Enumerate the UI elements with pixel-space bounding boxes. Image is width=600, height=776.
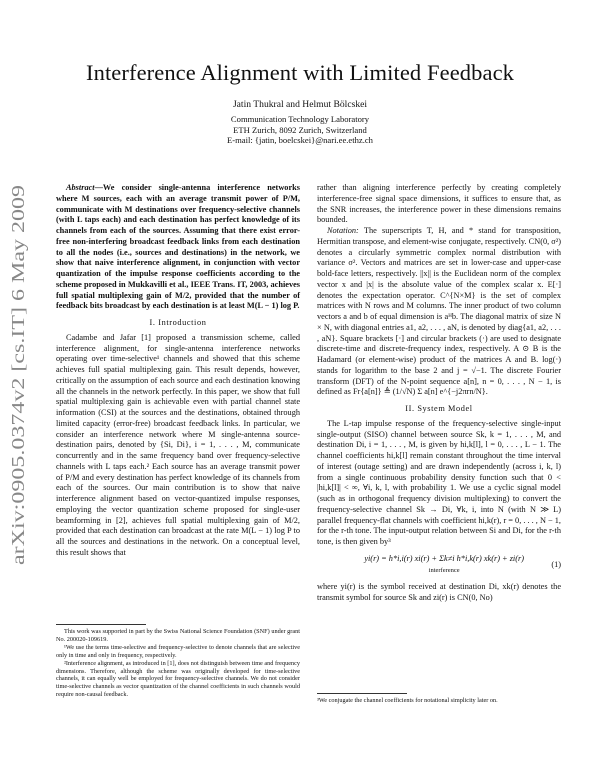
notation-label: Notation:	[327, 226, 359, 235]
equation-body: yi(r) = h*i,i(r) xi(r) + Σk≠i h*i,k(r) xk(r) + zi(r)	[364, 553, 524, 563]
affiliation-email: E-mail: {jatin, boelcskei}@nari.ee.ethz.ch	[227, 135, 373, 146]
footnotes	[56, 628, 300, 699]
notation-text: The superscripts T, H, and * stand for transposition, Hermitian transpose, and element-wise conjugate, respectively. CN(0, σ²) denotes a circularly symmetric complex normal distribution with variance σ². Vectors and matrices are set in lower-case and upper-case bold-face letters, respectively. ||x|| is the Euclidean norm of the complex vector x and |x| is the absolute value of the complex scalar x. E[·] denotes the expectation operator. C^{N×M} is the set of complex matrices with N rows and M columns. The inner product of two column vectors a and b of equal dimension is aᴴb. The diagonal matrix of size N × N, with diagonal entries a1, a2, . . . , aN, is denoted by diag{a1, a2, . . . , aN}. Square brackets [·] and circular brackets (·) are used to designate discrete-time and discrete-frequency index, respectively. A ⊙ B is the Hadamard (or element-wise) product of the matrices A and B. log(·) stands for logarithm to the base 2 and j = √−1. The discrete Fourier transform (DFT) of the N-point sequence a[n], n = 0, . . . , N − 1, is defined as Fr{a[n]} ≜ (1/√N) Σ a[n] e^{−j2πrn/N}.	[317, 226, 561, 397]
authors: Jatin Thukral and Helmut Bölcskei	[232, 99, 368, 110]
affiliation-org: ETH Zurich, 8092 Zurich, Switzerland	[233, 124, 367, 135]
arxiv-id: arXiv:0905.0374v2 [cs.IT] 6 May 2009	[8, 287, 28, 565]
system-model-paragraph: The L-tap impulse response of the frequency-selective single-input single-output (SISO) channel between source Sk, k = 1, . . . , M, and destination Di, i = 1, . . . , M, is given by hi,k[l], l = 0, . . . , L − 1. The channel coefficients hi,k[l] remain constant throughout the time interval of interest (outage setting) and are drawn independently (across i, k, l) from a single continuous probability density function such that 0 < |hi,k[l]| < ∞, ∀i, k, l, with probability 1. We use a cyclic signal model (such as in orthogonal frequency division multiplexing) to convert the frequency-selective channel Sk → Di, ∀k, i, into N (with N ≫ L) parallel frequency-flat channels with coefficient hi,k(r), r = 0, . . . , N − 1, for the r-th tone. The input-output relation between Si and Di, for the r-th tone, is then given by³	[317, 418, 561, 546]
abstract	[56, 183, 300, 312]
paper-title: Interference Alignment with Limited Feedback	[86, 60, 514, 85]
equation-underbrace-label: interference	[428, 566, 460, 574]
notation-paragraph	[317, 226, 561, 398]
right-column	[317, 183, 561, 604]
footnote-3: ³We conjugate the channel coefficients for notational simplicity later on.	[317, 697, 498, 704]
footnote-support: This work was supported in part by the Swiss National Science Foundation (SNF) under grant No. 200020-109619.	[56, 628, 300, 643]
abstract-label: Abstract	[66, 183, 95, 192]
right-paragraph-1: rather than aligning interference perfectly by creating completely interference-free signal space dimensions, it suffices to ensure that, as the SNR increases, the interference power in these dimensions remains bounded.	[317, 183, 561, 225]
footnote-rule	[56, 624, 146, 625]
abstract-text: —We consider single-antenna interference networks where M sources, each with an average transmit power of P/M, communicate with M destinations over frequency-selective channels (with L taps each) and each destination has perfect knowledge of its channels from each of the sources. Assuming that there exist error-free non-interfering broadcast feedback links from each destination to all the nodes (i.e., sources and destinations) in the network, we show that naive interference alignment, in conjunction with vector quantization of the impulse response coefficients according to the scheme proposed in Mukkavilli et al., IEEE Trans. IT, 2003, achieves full spatial multiplexing gain of M/2, provided that the number of feedback bits broadcast by each destination is at least M(L − 1) log P.	[56, 183, 300, 311]
footnote-rule-right	[317, 693, 407, 694]
equation-number: (1)	[551, 559, 561, 569]
affiliation-lab: Communication Technology Laboratory	[230, 114, 370, 124]
arxiv-stamp-graphic	[4, 180, 32, 570]
section-1-heading: I. Introduction	[149, 318, 207, 327]
footnote-1: ¹We use the terms time-selective and frequency-selective to denote channels that are selective only in time and only in frequency, respectively.	[56, 643, 300, 659]
affiliation	[0, 114, 600, 146]
section-2-heading: II. System Model	[405, 404, 473, 413]
intro-paragraph: Cadambe and Jafar [1] proposed a transmission scheme, called interference alignment, for single-antenna interference networks operating over time-selective¹ channels and showed that this scheme achieves full spatial multiplexing gain. This result depends, however, critically on the assumption of each source and each destination knowing all the channels in the network perfectly. In this paper, we show that full spatial multiplexing gain is achievable even with partial channel state information (CSI) at the sources and the destinations, obtained through limited capacity (error-free) broadcast feedback links. In particular, we consider an interference network where M single-antenna source-destination pairs, denoted by {Si, Di}, i = 1, . . . , M, communicate concurrently and in the same frequency band over frequency-selective channels with L taps each.² Each source has an average transmit power of P/M and every destination has perfect knowledge of its channels from each of the sources. Our main contribution is to show that naive interference alignment based on vector-quantized impulse responses, employing the vector quantization scheme proposed for single-user beamforming in [2], achieves full spatial multiplexing gain of M/2, provided that each destination can broadcast at the rate M(L − 1) log P to all the sources and destinations in the network. On a conceptual level, this result shows that	[56, 332, 300, 557]
arxiv-stamp	[4, 180, 32, 570]
right-paragraph-3: where yi(r) is the symbol received at destination Di, xk(r) denotes the transmit symbol for source Sk and zi(r) is CN(0, No)	[317, 582, 561, 602]
left-column	[56, 183, 300, 559]
footnote-2: ²Interference alignment, as introduced in [1], does not distinguish between time and frequency dimensions. Therefore, although the scheme was originally developed for time-selective channels, it can equally well be employed for frequency-selective channels. We do not consider time-selective channels as vector quantization of the channel coefficients in such channels would require non-causal feedback.	[56, 659, 300, 699]
equation-1	[317, 554, 561, 577]
